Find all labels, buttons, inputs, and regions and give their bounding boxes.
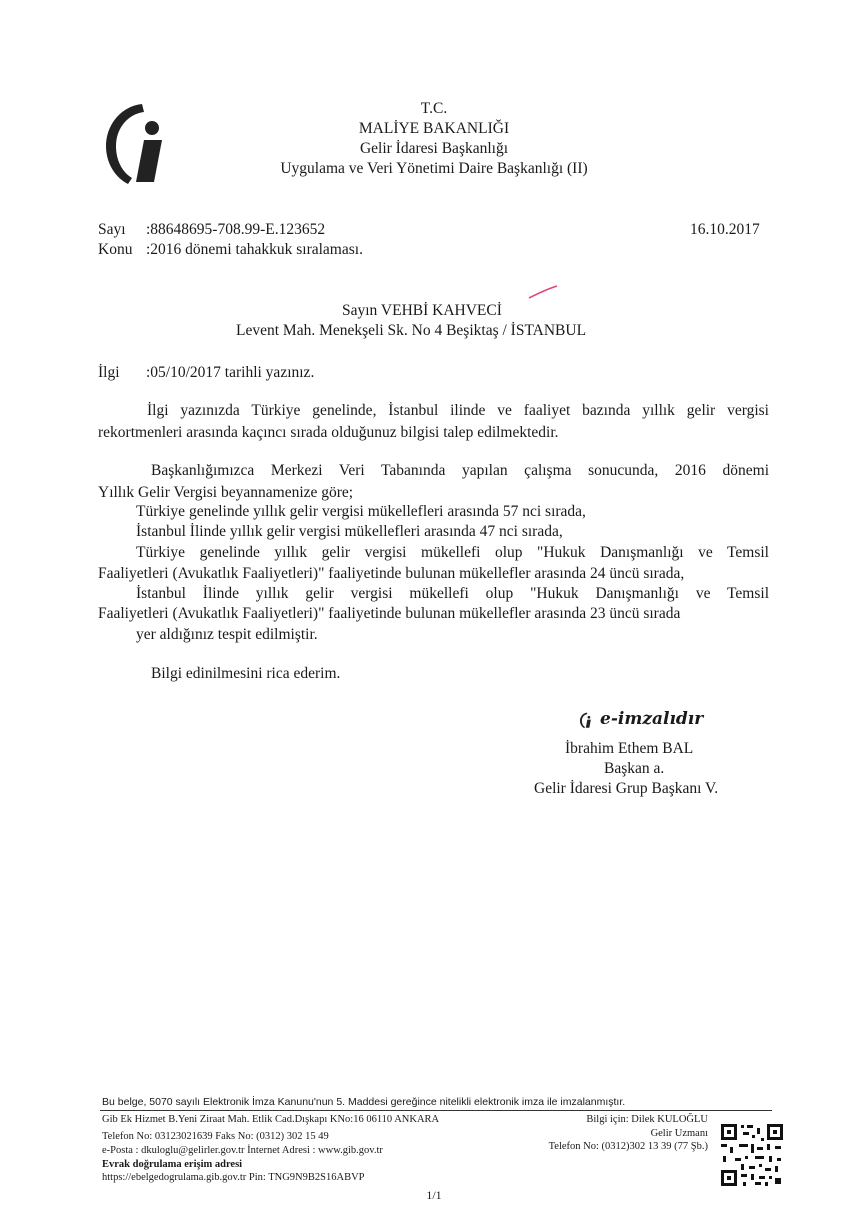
signer-title2: Gelir İdaresi Grup Başkanı V.: [534, 780, 719, 797]
signer-title1: Başkan a.: [604, 760, 665, 777]
sayi-label: Sayı: [98, 221, 126, 238]
recipient-address: Levent Mah. Menekşeli Sk. No 4 Beşiktaş / İSTANBUL: [236, 322, 587, 339]
list-item-4a: İstanbul İlinde yıllık gelir vergisi mükellefi olup "Hukuk Danışmanlığı ve Temsil: [136, 585, 769, 602]
ilgi-label: İlgi: [98, 364, 120, 381]
list-item-3b: Faaliyetleri (Avukatlık Faaliyetleri)" faaliyetinde bulunan mükellefler arasında 24 üncü sırada,: [98, 565, 685, 582]
qr-code-icon: [719, 1122, 785, 1188]
page-number: 1/1: [426, 1188, 442, 1202]
recipient-name: Sayın VEHBİ KAHVECİ: [342, 302, 502, 319]
document-date: 16.10.2017: [690, 221, 760, 238]
footer-email: e-Posta : dkuloglu@gelirler.gov.tr İnternet Adresi : www.gib.gov.tr: [102, 1145, 383, 1156]
footer-info2: Gelir Uzmanı: [650, 1128, 708, 1139]
header-tc: T.C.: [420, 100, 448, 117]
footer-notice: Bu belge, 5070 sayılı Elektronik İmza Kanunu'nun 5. Maddesi gereğince nitelikli elektronik imza ile imzalanmıştır.: [102, 1096, 626, 1108]
list-item-3a: Türkiye genelinde yıllık gelir vergisi mükellefi olup "Hukuk Danışmanlığı ve Temsil: [136, 544, 769, 561]
sayi-value: :88648695-708.99-E.123652: [146, 221, 326, 238]
pen-mark-icon: [527, 284, 559, 300]
list-item-5: yer aldığınız tespit edilmiştir.: [136, 626, 318, 643]
body-p1-line1: İlgi yazınızda Türkiye genelinde, İstanbul ilinde ve faaliyet bazında yıllık gelir vergisi: [147, 402, 769, 419]
list-item-2: İstanbul İlinde yıllık gelir vergisi mükellefleri arasında 47 nci sırada,: [136, 523, 563, 540]
signer-name: İbrahim Ethem BAL: [565, 740, 694, 757]
ilgi-value: :05/10/2017 tarihli yazınız.: [146, 364, 315, 381]
footer-address: Gib Ek Hizmet B.Yeni Ziraat Mah. Etlik Cad.Dışkapı KNo:16 06110 ANKARA: [102, 1114, 440, 1125]
footer-verify-title: Evrak doğrulama erişim adresi: [102, 1159, 243, 1170]
list-item-4b: Faaliyetleri (Avukatlık Faaliyetleri)" faaliyetinde bulunan mükellefler arasında 23 üncü sırada: [98, 605, 681, 622]
closing-line: Bilgi edinilmesini rica ederim.: [151, 665, 341, 682]
body-p2-line2: Yıllık Gelir Vergisi beyannamenize göre;: [98, 484, 354, 501]
footer-phone: Telefon No: 03123021639 Faks No: (0312) 302 15 49: [102, 1131, 329, 1142]
body-p2-line1: Başkanlığımızca Merkezi Veri Tabanında yapılan çalışma sonucunda, 2016 dönemi: [151, 462, 769, 479]
e-signature-mark: e-imzalıdır: [600, 709, 704, 729]
footer-divider: [100, 1110, 772, 1111]
footer-info1: Bilgi için: Dilek KULOĞLU: [586, 1114, 708, 1125]
gib-small-logo-icon: [578, 711, 594, 734]
list-item-1: Türkiye genelinde yıllık gelir vergisi mükellefleri arasında 57 nci sırada,: [136, 503, 586, 520]
konu-label: Konu: [98, 241, 133, 258]
footer-info3: Telefon No: (0312)302 13 39 (77 Şb.): [548, 1141, 708, 1152]
header-directorate: Gelir İdaresi Başkanlığı: [359, 140, 509, 157]
header-ministry: MALİYE BAKANLIĞI: [358, 120, 510, 137]
body-p1-line2: rekortmenleri arasında kaçıncı sırada olduğunuz bilgisi talep edilmektedir.: [98, 424, 559, 441]
konu-value: :2016 dönemi tahakkuk sıralaması.: [146, 241, 363, 258]
footer-verify-url[interactable]: https://ebelgedogrulama.gib.gov.tr Pin: TNG9N9B2S16ABVP: [102, 1172, 365, 1183]
header-department: Uygulama ve Veri Yönetimi Daire Başkanlığı (II): [280, 160, 588, 177]
